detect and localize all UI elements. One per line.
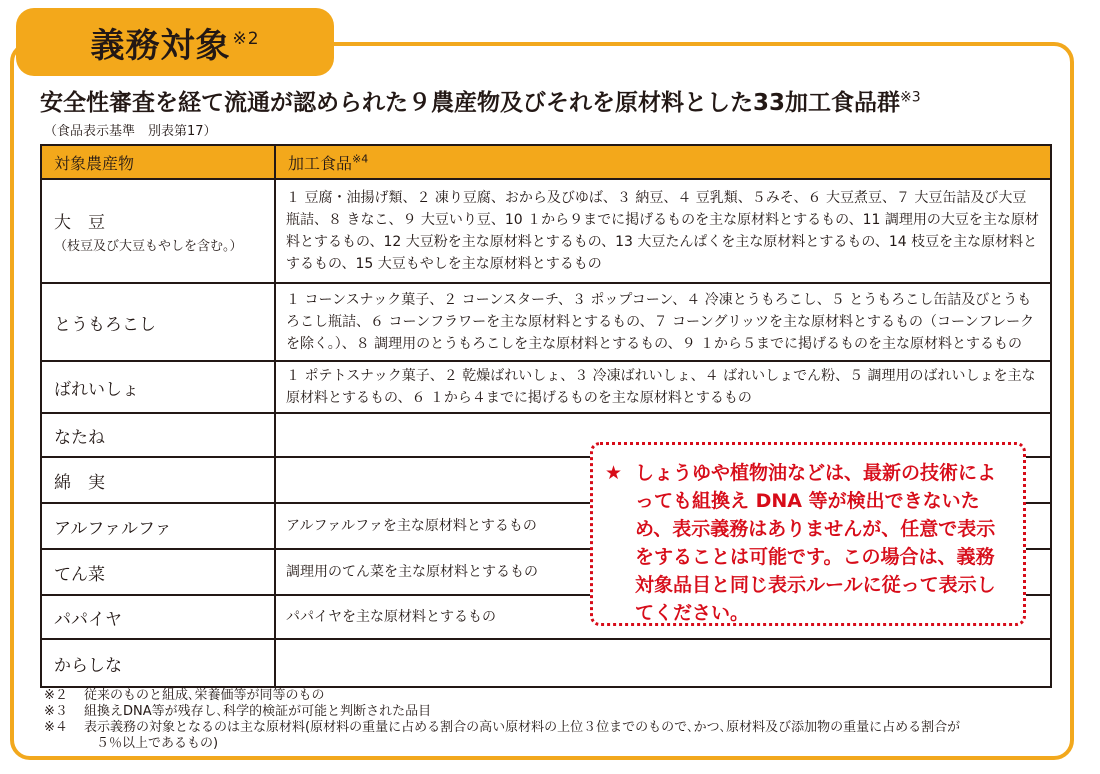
crop-subnote: （枝豆及び大豆もやしを含む。）	[54, 239, 243, 254]
crop-name: アルファルファ	[54, 518, 172, 539]
table-header-row	[41, 145, 1051, 179]
source-reference: （食品表示基準 別表第17）	[44, 124, 217, 139]
table-row	[41, 283, 1051, 361]
foods-cell: １ ポテトスナック菓子、２ 乾燥ばれいしょ、３ 冷凍ばれいしょ、４ ばれいしょでん粉、５ 調理用のばれいしょを主な原材料とするもの、６ １から４までに掲げるものを主な原材料とするもの	[275, 361, 1051, 413]
table-row	[41, 361, 1051, 413]
page-title-text: 義務対象	[90, 25, 231, 66]
footnotes	[44, 688, 1044, 752]
crop-name: 大 豆	[54, 213, 105, 233]
footnote-text: 組換えDNA等が残存し､科学的検証が可能と判断された品目	[84, 704, 432, 719]
footnote-mark: ※４	[44, 720, 68, 735]
foods-cell: パパイヤを主な原材料とするもの	[275, 595, 1051, 639]
crop-cell	[41, 639, 275, 687]
table-row	[41, 179, 1051, 283]
crop-name: からしな	[54, 655, 122, 676]
crop-name: パパイヤ	[54, 609, 122, 630]
crop-cell	[41, 595, 275, 639]
voluntary-labeling-callout	[590, 442, 1026, 626]
header-crop-label: 対象農産物	[54, 153, 135, 173]
crop-cell	[41, 503, 275, 549]
footnote-continuation: ５％以上であるもの)	[96, 736, 219, 751]
callout-text: しょうゆや植物油などは、最新の技術によっても組換え DNA 等が検出できないため、表示義務はありませんが、任意で表示をすることは可能です。この場合は、義務対象品目と同じ表示ルールに従って表示してください。	[635, 462, 997, 624]
foods-cell: 調理用のてん菜を主な原材料とするもの	[275, 549, 1051, 595]
crop-name: てん菜	[54, 564, 105, 585]
footnote	[44, 688, 1044, 704]
title-tab	[16, 8, 334, 76]
foods-cell	[275, 639, 1051, 687]
crop-cell	[41, 283, 275, 361]
footnote-text: 表示義務の対象となるのは主な原材料(原材料の重量に占める割合の高い原材料の上位３位までのもので､かつ､原材料及び添加物の重量に占める割合が	[84, 720, 961, 735]
header-crop	[41, 145, 275, 179]
crop-name: ばれいしょ	[54, 379, 139, 400]
crop-cell	[41, 457, 275, 503]
header-foods-label: 加工食品	[288, 153, 353, 173]
crop-name: とうもろこし	[54, 314, 156, 335]
foods-cell: １ 豆腐・油揚げ類、２ 凍り豆腐、おから及びゆば、３ 納豆、４ 豆乳類、５みそ、６ 大豆煮豆、７ 大豆缶詰及び大豆瓶詰、８ きなこ、９ 大豆いり豆、10 １から９までに掲げるものを主な原材料とするもの、11 調理用の大豆を主な原材料とするもの、12 大豆粉を主な原材料とするもの、13 大豆たんぱくを主な原材料とするもの、14 枝豆を主な原材料とするもの、15 大豆もやしを主な原材料とするもの	[275, 179, 1051, 283]
page-title	[90, 18, 259, 67]
header-foods	[275, 145, 1051, 179]
crop-cell	[41, 361, 275, 413]
footnote	[44, 704, 1044, 720]
table-row	[41, 639, 1051, 687]
crop-cell	[41, 413, 275, 457]
crop-cell	[41, 179, 275, 283]
star-icon: ★	[605, 462, 623, 484]
subtitle	[40, 84, 921, 117]
footnote-mark: ※３	[44, 704, 68, 719]
footnote-mark: ※２	[44, 688, 68, 703]
header-foods-note: ※4	[352, 152, 369, 166]
footnote-text: 従来のものと組成､栄養価等が同等のもの	[84, 688, 325, 703]
crop-cell	[41, 549, 275, 595]
crop-name: なたね	[54, 427, 105, 448]
foods-cell: １ コーンスナック菓子、２ コーンスターチ、３ ポップコーン、４ 冷凍とうもろこし、５ とうもろこし缶詰及びとうもろこし瓶詰、６ コーンフラワーを主な原材料とするもの、７ コーングリッツを主な原材料とするもの（コーンフレークを除く。）、８ 調理用のとうもろこしを主な原材料とするもの、９ １から５までに掲げるものを主な原材料とするもの	[275, 283, 1051, 361]
foods-cell: アルファルファを主な原材料とするもの	[275, 503, 1051, 549]
crop-name: 綿 実	[54, 472, 105, 493]
footnote	[44, 720, 1044, 736]
subtitle-text: 安全性審査を経て流通が認められた９農産物及びそれを原材料とした33加工食品群	[40, 90, 901, 116]
subtitle-note: ※3	[900, 89, 921, 106]
title-note: ※2	[232, 29, 260, 50]
